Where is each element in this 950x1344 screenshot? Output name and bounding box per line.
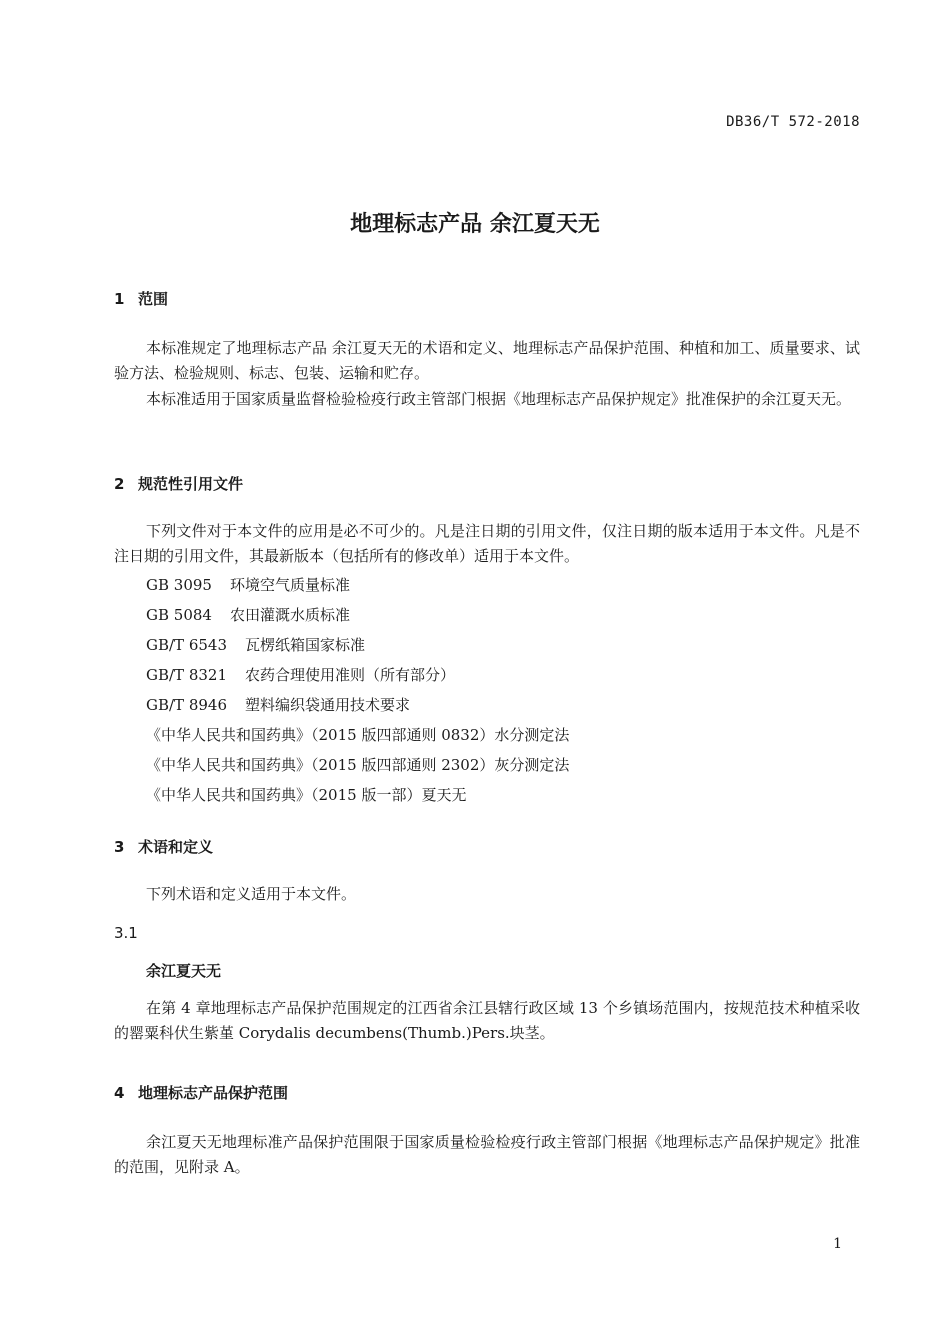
subsection-number: 3.1: [114, 924, 138, 942]
section-title: 规范性引用文件: [138, 475, 244, 493]
term-title: 余江夏天无: [146, 962, 222, 980]
section-number: 1: [114, 290, 125, 308]
standard-code: DB36/T 572-2018: [726, 114, 860, 130]
section-4-paragraph: 余江夏天无地理标准产品保护范围限于国家质量检验检疫行政主管部门根据《地理标志产品保护规定》批准的范围，见附录 A。: [114, 1133, 860, 1176]
reference-item: [146, 664, 455, 685]
reference-item: [146, 754, 569, 775]
reference-item: [146, 574, 350, 595]
reference-code: GB/T 8946: [146, 696, 228, 714]
section-1-paragraph-2: 本标准适用于国家质量监督检验检疫行政主管部门根据《地理标志产品保护规定》批准保护的余江夏天无。: [146, 390, 852, 408]
section-title: 术语和定义: [138, 838, 214, 856]
reference-code: GB 3095: [146, 576, 212, 594]
reference-item: [146, 634, 365, 655]
reference-title: 农药合理使用准则（所有部分）: [245, 666, 456, 684]
reference-code: GB/T 8321: [146, 666, 228, 684]
reference-title: 环境空气质量标准: [229, 576, 350, 594]
section-1-heading: [114, 288, 168, 309]
reference-title: 塑料编织袋通用技术要求: [245, 696, 411, 714]
document-title: 地理标志产品 余江夏天无: [350, 212, 600, 237]
reference-item: [146, 724, 569, 745]
reference-title: 《中华人民共和国药典》（2015 版四部通则 2302）灰分测定法: [146, 756, 570, 774]
reference-code: GB/T 6543: [146, 636, 228, 654]
section-1-paragraph-1: 本标准规定了地理标志产品 余江夏天无的术语和定义、地理标志产品保护范围、种植和加工、质量要求、试验方法、检验规则、标志、包装、运输和贮存。: [114, 339, 860, 382]
reference-title: 农田灌溉水质标准: [229, 606, 350, 624]
section-3-intro: 下列术语和定义适用于本文件。: [146, 885, 357, 903]
reference-code: GB 5084: [146, 606, 212, 624]
section-title: 地理标志产品保护范围: [138, 1084, 289, 1102]
section-number: 3: [114, 838, 125, 856]
section-2-heading: [114, 473, 243, 494]
section-number: 4: [114, 1084, 125, 1102]
term-definition: 在第 4 章地理标志产品保护范围规定的江西省余江县辖行政区域 13 个乡镇场范围内，按规范技术种植采收的罂粟科伏生紫堇 Corydalis decumbens(Thumb.)Pers.块茎。: [114, 999, 860, 1042]
section-4-heading: [114, 1082, 288, 1103]
section-3-heading: [114, 836, 213, 857]
section-title: 范围: [138, 290, 169, 308]
reference-item: [146, 694, 410, 715]
reference-title: 《中华人民共和国药典》（2015 版一部）夏天无: [146, 786, 467, 804]
reference-title: 《中华人民共和国药典》（2015 版四部通则 0832）水分测定法: [146, 726, 570, 744]
page-number: 1: [833, 1236, 842, 1252]
section-number: 2: [114, 475, 125, 493]
reference-item: [146, 784, 466, 805]
section-2-intro: 下列文件对于本文件的应用是必不可少的。凡是注日期的引用文件，仅注日期的版本适用于本文件。凡是不注日期的引用文件，其最新版本（包括所有的修改单）适用于本文件。: [114, 522, 860, 565]
reference-item: [146, 604, 350, 625]
reference-title: 瓦楞纸箱国家标准: [245, 636, 366, 654]
